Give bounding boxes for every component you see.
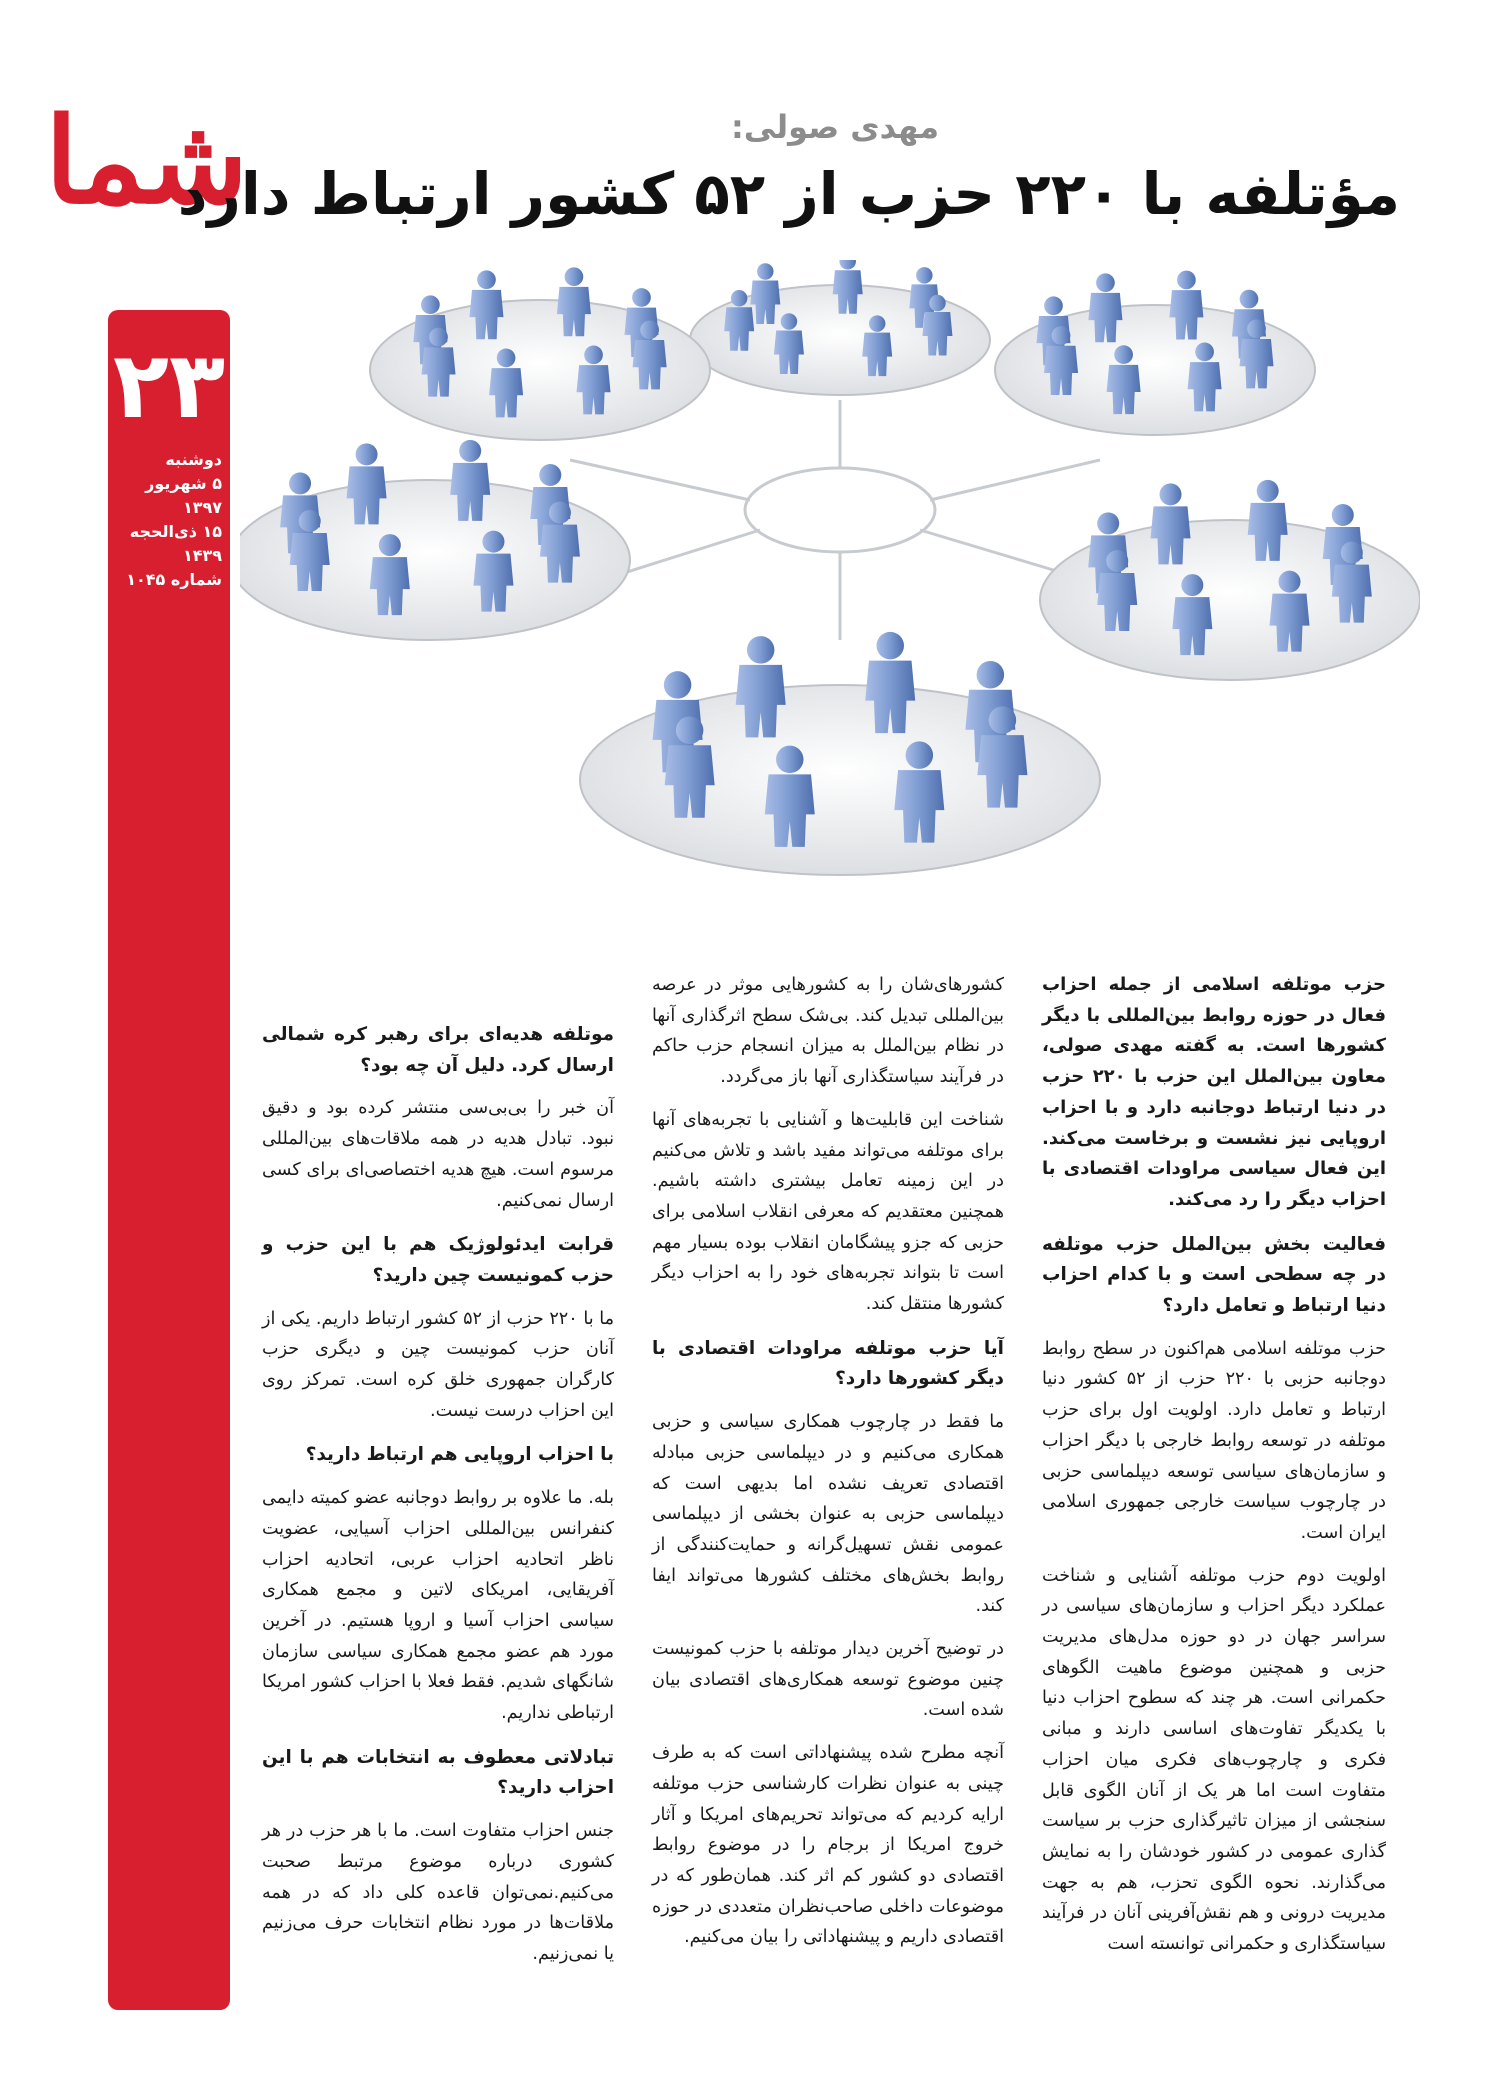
interview-answer: ما فقط در چارچوب همکاری سیاسی و حزبی همکاری می‌کنیم و در دیپلماسی حزبی مبادله اقتصادی تعریف نشده اما بدیهی است که دیپلماسی حزبی به عنوان بخشی از دیپلماسی عمومی نقش تسهیل‌گرانه و حمایت‌کنندگی از روابط بخش‌های مختلف کشورها می‌تواند ایفا کند. [652,1412,1004,1617]
issue-date-lunar: ۱۵ ذی‌الحجه ۱۴۳۹ [129,522,222,565]
people-network-image [240,260,1420,920]
article-headline: مؤتلفه با ۲۲۰ حزب از ۵۲ کشور ارتباط دارد [177,160,1400,228]
article-lead: حزب موتلفه اسلامی از جمله احزاب فعال در حوزه روابط بین‌المللی با دیگر کشورها است. به گفته مهدی صولی، معاون بین‌الملل این حزب با ۲۲۰ حزب در دنیا ارتباط دوجانبه دارد و با احزاب اروپایی نیز نشست و برخاست می‌کند. این فعال سیاسی مراودات اقتصادی با احزاب دیگر را رد می‌کند. [1042,974,1386,1210]
interview-question: با احزاب اروپایی هم ارتباط دارید؟ [305,1444,614,1466]
page-info-rail [108,310,230,2010]
interview-answer: در توضیح آخرین دیدار موتلفه با حزب کمونیست چنین موضوع توسعه همکاری‌های اقتصادی بیان شده است. [652,1639,1004,1721]
article-kicker: مهدی صولی: [730,108,940,146]
interview-answer: حزب موتلفه اسلامی هم‌اکنون در سطح روابط دوجانبه حزبی با ۲۲۰ حزب از ۵۲ کشور دنیا ارتباط و تعامل دارد. اولویت اول برای حزب موتلفه در توسعه روابط خارجی با دیگر احزاب و سازمان‌های سیاسی توسعه دیپلماسی حزبی در چارچوب سیاست خارجی جمهوری اسلامی ایران است. [1042,1338,1387,1543]
article-column-2 [652,970,1004,1970]
interview-answer: آنچه مطرح شده پیشنهاداتی است که به طرف چینی به عنوان نظرات کارشناسی حزب موتلفه ارایه کردیم که می‌تواند تحریم‌های امریکا و آثار خروج امریکا از برجام را در موضوع روابط اقتصادی دو کشور کم اثر کند. همان‌طور که در موضوعات داخلی صاحب‌نظران متعددی در حوزه اقتصادی داریم و پیشنهاداتی را بیان می‌کنیم. [652,1743,1004,1948]
interview-answer: جنس احزاب متفاوت است. ما با هر حزب در هر کشوری درباره موضوع مرتبط صحبت می‌کنیم.نمی‌توان قاعده کلی داد که در همه ملاقات‌ها در مورد نظام انتخابات حرف می‌زنیم یا نمی‌زنیم. [262,1821,614,1964]
interview-question: موتلفه هدیه‌ای برای رهبر کره شمالی ارسال کرد. دلیل آن چه بود؟ [262,1024,614,1076]
page-number: ۲۳ [112,332,226,439]
interview-question: فعالیت بخش بین‌الملل حزب موتلفه در چه سطحی است و با کدام احزاب دنیا ارتباط و تعامل دارد؟ [1042,1233,1386,1317]
interview-question: آیا حزب موتلفه مراودات اقتصادی با دیگر کشورها دارد؟ [652,1337,1004,1390]
interview-answer: بله. ما علاوه بر روابط دوجانبه عضو کمیته دایمی کنفرانس بین‌المللی احزاب آسیایی، عضویت ناظر اتحادیه احزاب عربی، اتحادیه احزاب آفریقایی، امریکای لاتین و مجمع همکاری سیاسی احزاب آسیا و اروپا هستیم. در آخرین مورد هم عضو مجمع همکاری سیاسی سازمان شانگهای شدیم. فقط فعلا با احزاب کشور امریکا ارتباطی نداریم. [262,1488,614,1724]
interview-answer: آن خبر را بی‌بی‌سی منتشر کرده بود و دقیق نبود. تبادل هدیه در همه ملاقات‌های بین‌المللی مرسوم است. هیچ هدیه اختصاصی‌ای برای کسی ارسال نمی‌کنیم. [262,1098,614,1211]
interview-question: قرابت ایدئولوژیک هم با این حزب و حزب کمونیست چین دارید؟ [262,1234,614,1286]
article-column-3 [262,1006,614,2006]
issue-meta [112,448,222,592]
interview-answer: شناخت این قابلیت‌ها و آشنایی با تجربه‌های آنها برای موتلفه می‌تواند مفید باشد و تلاش می‌کنیم در این زمینه تعامل بیشتری داشته باشیم. همچنین معتقدیم که معرفی انقلاب اسلامی برای حزبی که جزو پیشگامان انقلاب بوده بسیار مهم است تا بتواند تجربه‌های خود را به احزاب دیگر کشورها منتقل کند. [652,1109,1004,1315]
interview-answer: اولویت دوم حزب موتلفه آشنایی و شناخت عملکرد دیگر احزاب و سازمان‌های سیاسی در سراسر جهان در دو حوزه مدل‌های مدیریت حزبی و همچنین موضوع ماهیت الگوهای حکمرانی است. هر چند که سطوح احزاب دنیا با یکدیگر تفاوت‌های اساسی دارند و مبانی فکری و چارچوب‌های فکری میان احزاب متفاوت است اما هر یک از آنان الگوی قابل سنجشی از میزان تاثیرگذاری حزب بر سیاست گذاری عمومی در کشور خودشان را به نمایش می‌گذارند. نحوه الگوی تحزب، هم به جهت مدیریت درونی و هم نقش‌آفرینی آنان در فرآیند سیاستگذاری و حکمرانی توانسته است [1042,1565,1386,1955]
publication-logo: شما [44,91,248,230]
issue-number: شماره ۱۰۴۵ [126,570,222,589]
issue-date-solar: ۵ شهریور ۱۳۹۷ [145,474,222,517]
interview-question: تبادلاتی معطوف به انتخابات هم با این احزاب دارید؟ [262,1746,614,1799]
issue-weekday: دوشنبه [165,450,222,469]
interview-answer: ما با ۲۲۰ حزب از ۵۲ کشور ارتباط داریم. یکی از آنان حزب کمونیست چین و دیگری حزب کارگران جمهوری خلق کره است. تمرکز روی این احزاب درست نیست. [262,1308,614,1421]
interview-answer: کشورهای‌شان را به کشورهایی موثر در عرصه بین‌المللی تبدیل کند. بی‌شک سطح اثرگذاری آنها در نظام بین‌الملل به میزان انسجام حزب حاکم در فرآیند سیاستگذاری آنها باز می‌گردد. [652,975,1004,1088]
article-column-1 [1042,970,1386,1970]
